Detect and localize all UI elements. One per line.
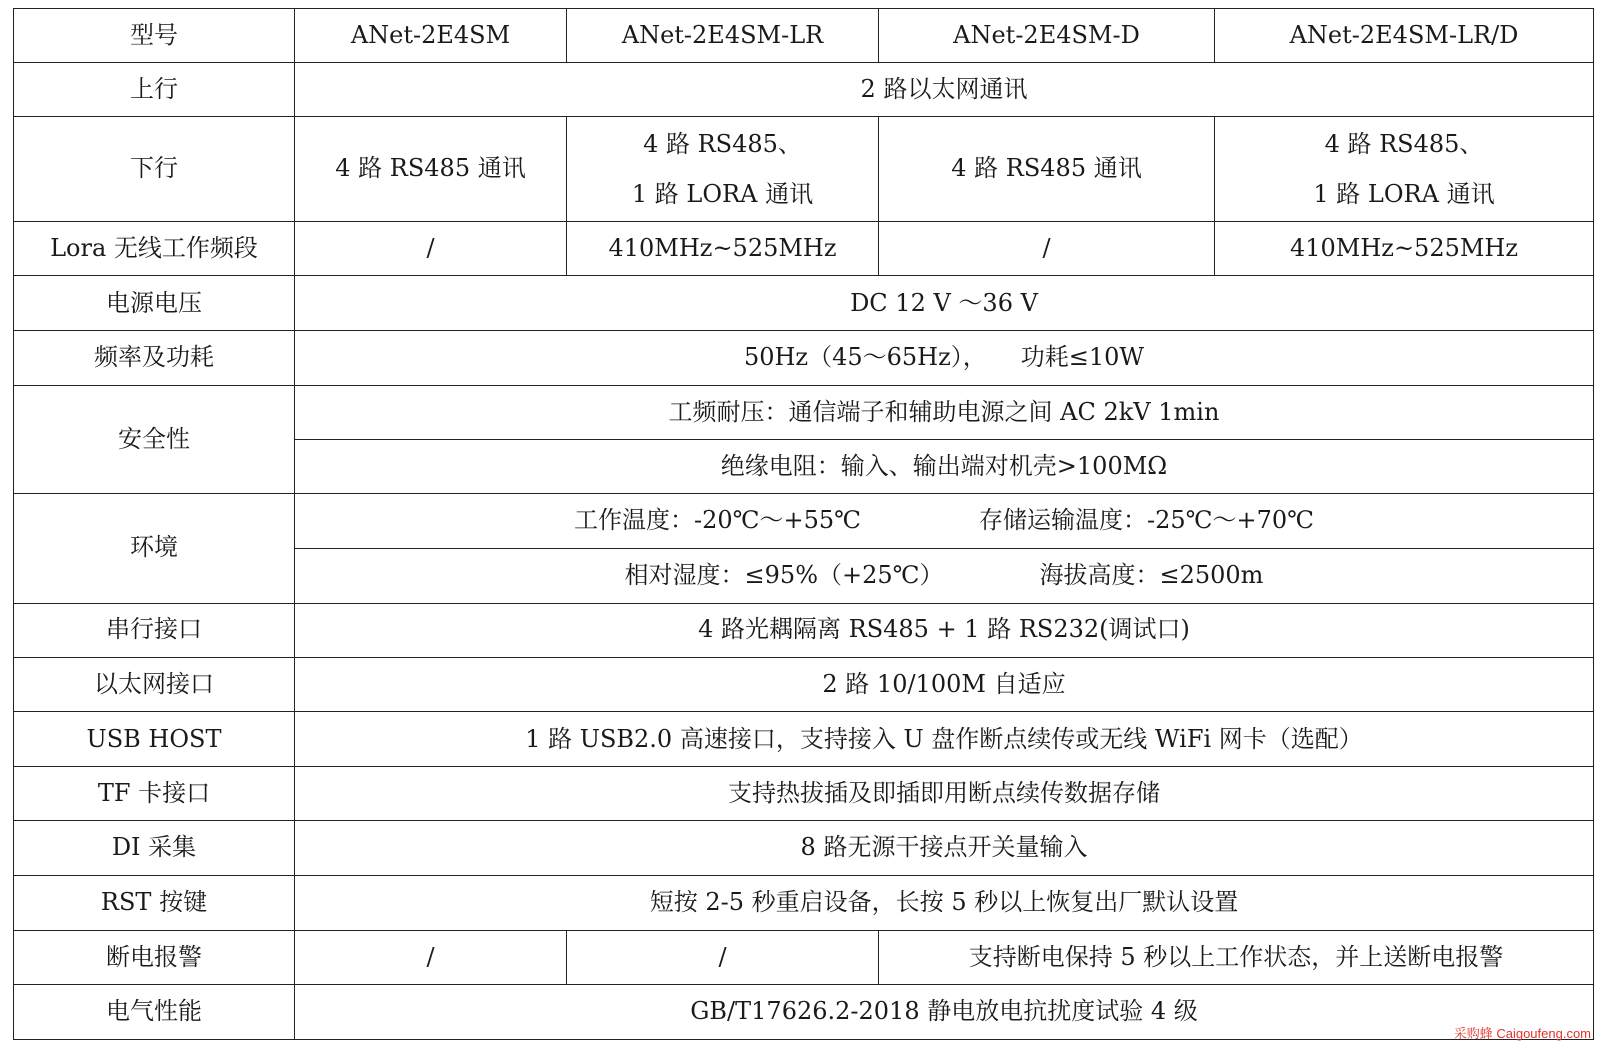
power-alarm-m34: 支持断电保持 5 秒以上工作状态，并上送断电报警 [879,930,1594,984]
freq-power-value [295,331,1594,386]
row-tf [14,767,1594,821]
environment-humidity-altitude [295,548,1594,603]
lora-m4: 410MHz~525MHz [1215,222,1594,276]
di-label: DI 采集 [14,821,295,876]
row-power-alarm [14,930,1594,984]
altitude: 海拔高度：≤2500m [1039,560,1264,589]
row-ethernet [14,657,1594,712]
tf-label: TF 卡接口 [14,767,295,821]
power-alarm-m2: / [567,930,879,984]
row-serial [14,603,1594,657]
freq-value: 50Hz（45～65Hz）， [743,343,987,372]
model-name: ANet-2E4SM-LR [567,9,879,63]
safety-insulation: 绝缘电阻：输入、输出端对机壳>100MΩ [295,440,1594,494]
rst-value: 短按 2-5 秒重启设备，长按 5 秒以上恢复出厂默认设置 [295,876,1594,931]
row-di [14,821,1594,876]
row-environment-1 [14,493,1594,548]
downlink-m1: 4 路 RS485 通讯 [295,116,567,222]
freq-power-label: 频率及功耗 [14,331,295,386]
usb-label: USB HOST [14,712,295,767]
power-alarm-m1: / [295,930,567,984]
row-power-voltage [14,276,1594,331]
lora-label: Lora 无线工作频段 [14,222,295,276]
downlink-m2-line2: 1 路 LORA 通讯 [631,180,814,209]
lora-m2: 410MHz~525MHz [567,222,879,276]
watermark: 采购蜂 Caigoufeng.com [1453,1026,1591,1041]
work-temperature: 工作温度：-20℃～+55℃ [574,506,861,535]
model-name: ANet-2E4SM-LR/D [1215,9,1594,63]
model-label: 型号 [14,9,295,63]
electrical-value: GB/T17626.2-2018 静电放电抗扰度试验 4 级 [295,984,1594,1039]
rst-label: RST 按键 [14,876,295,931]
power-voltage-label: 电源电压 [14,276,295,331]
row-downlink [14,116,1594,222]
usb-value: 1 路 USB2.0 高速接口，支持接入 U 盘作断点续传或无线 WiFi 网卡（选配） [295,712,1594,767]
uplink-value: 2 路以太网通讯 [295,62,1594,116]
spec-table [13,8,1594,1040]
row-freq-power [14,331,1594,386]
downlink-m4-line1: 4 路 RS485、 [1324,130,1484,159]
downlink-m3: 4 路 RS485 通讯 [879,116,1215,222]
downlink-label: 下行 [14,116,295,222]
row-usb [14,712,1594,767]
electrical-label: 电气性能 [14,984,295,1039]
downlink-m4-line2: 1 路 LORA 通讯 [1313,180,1495,209]
uplink-label: 上行 [14,62,295,116]
safety-withstand: 工频耐压：通信端子和辅助电源之间 AC 2kV 1min [295,386,1594,440]
row-model [14,9,1594,63]
relative-humidity: 相对湿度：≤95%（+25℃） [624,560,944,589]
di-value: 8 路无源干接点开关量输入 [295,821,1594,876]
storage-temperature: 存储运输温度：-25℃～+70℃ [979,506,1314,535]
power-alarm-label: 断电报警 [14,930,295,984]
environment-label: 环境 [14,493,295,603]
downlink-m2 [567,116,879,222]
model-name: ANet-2E4SM-D [879,9,1215,63]
downlink-m4 [1215,116,1594,222]
lora-m1: / [295,222,567,276]
tf-value: 支持热拔插及即插即用断点续传数据存储 [295,767,1594,821]
model-name: ANet-2E4SM [295,9,567,63]
row-uplink [14,62,1594,116]
serial-label: 串行接口 [14,603,295,657]
serial-value: 4 路光耦隔离 RS485 + 1 路 RS232(调试口) [295,603,1594,657]
downlink-m2-line1: 4 路 RS485、 [643,130,802,159]
power-voltage-value: DC 12 V ～36 V [295,276,1594,331]
power-consumption-value: 功耗≤10W [1020,343,1145,372]
row-electrical [14,984,1594,1039]
row-rst [14,876,1594,931]
ethernet-label: 以太网接口 [14,657,295,712]
ethernet-value: 2 路 10/100M 自适应 [295,657,1594,712]
row-safety-1 [14,386,1594,440]
row-lora [14,222,1594,276]
safety-label: 安全性 [14,386,295,494]
lora-m3: / [879,222,1215,276]
environment-temperature [295,493,1594,548]
